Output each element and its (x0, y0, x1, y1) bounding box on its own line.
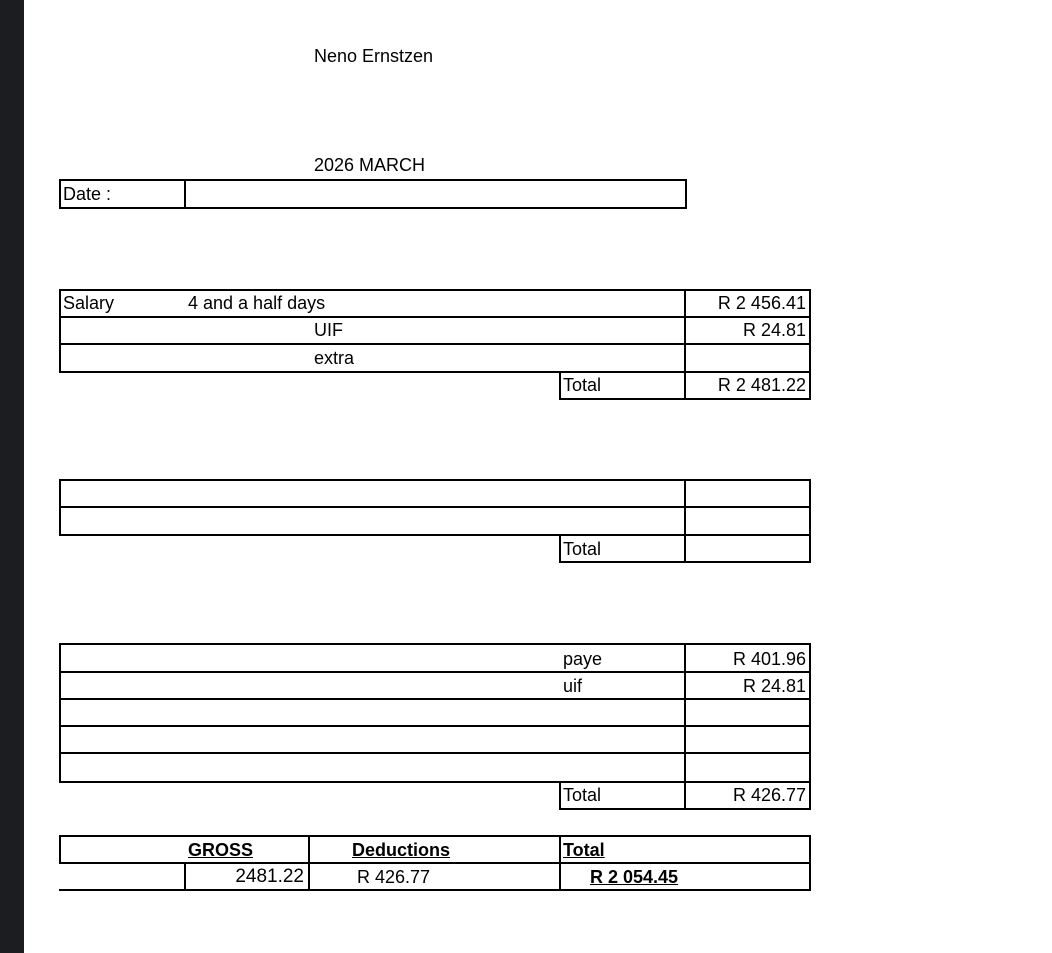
gross-value: 2481.22 (235, 866, 304, 887)
earnings-total-divider (684, 371, 686, 400)
net-total-value: R 2 054.45 (590, 867, 679, 887)
date-row (59, 179, 687, 209)
deductions-col-divider (684, 643, 686, 783)
net-total-header: Total (563, 840, 605, 860)
summary-divider-gross (184, 862, 186, 891)
uif-label: UIF (314, 320, 343, 340)
earnings-col-divider (684, 289, 686, 373)
left-window-edge (0, 0, 24, 953)
deduction-uif-label: uif (563, 676, 583, 696)
deductions-total-amount: R 426.77 (732, 785, 806, 805)
salary-label: Salary (63, 293, 115, 313)
empty-table-row-line (59, 506, 811, 508)
employee-name: Neno Ernstzen (314, 46, 434, 66)
salary-amount: R 2 456.41 (717, 293, 806, 313)
summary-right-edge (809, 862, 811, 891)
deductions-total-label: Total (563, 785, 602, 805)
earnings-total-label: Total (563, 375, 602, 395)
salary-description: 4 and a half days (188, 293, 326, 313)
earnings-total-amount: R 2 481.22 (717, 375, 806, 395)
empty-table-total-label: Total (563, 539, 602, 559)
deductions-row-line-4 (59, 752, 811, 754)
earnings-row-line-1 (59, 316, 811, 318)
summary-bottom-line (59, 889, 811, 891)
empty-table-total-divider (684, 534, 686, 563)
date-label: Date : (63, 184, 112, 204)
date-divider (184, 179, 186, 209)
extra-label: extra (314, 348, 355, 368)
deductions-header: Deductions (352, 840, 451, 860)
empty-table-col-divider (684, 479, 686, 536)
paye-label: paye (563, 649, 603, 669)
deductions-value: R 426.77 (357, 867, 431, 887)
deductions-row-line-2 (59, 698, 811, 700)
paye-amount: R 401.96 (732, 649, 806, 669)
summary-divider-2 (559, 835, 561, 891)
deductions-row-line-1 (59, 671, 811, 673)
deduction-uif-amount: R 24.81 (742, 676, 806, 696)
summary-divider-1 (308, 835, 310, 891)
earnings-row-line-2 (59, 343, 811, 345)
deductions-total-divider (684, 781, 686, 810)
pay-period: 2026 MARCH (314, 155, 426, 175)
deductions-row-line-3 (59, 725, 811, 727)
uif-amount: R 24.81 (742, 320, 806, 340)
gross-header: GROSS (188, 840, 254, 860)
